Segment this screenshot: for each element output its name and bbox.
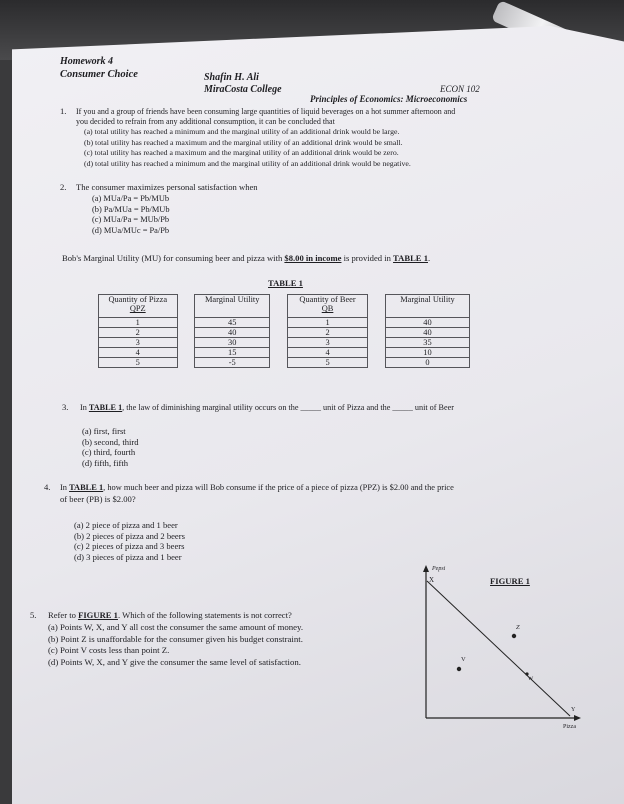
- q2-option-a[interactable]: (a) MUa/Pa = Pb/MUb: [92, 194, 170, 203]
- q1-option-c[interactable]: (c) total utility has reached a maximum and the marginal utility of an additional drink would be zero.: [84, 148, 399, 157]
- budget-line: [427, 581, 570, 716]
- figure1-title: FIGURE 1: [490, 576, 530, 586]
- course-title: Principles of Economics: Microeconomics: [310, 94, 468, 104]
- q2-stem: The consumer maximizes personal satisfaction when: [76, 182, 258, 192]
- q3-number: 3.: [62, 402, 69, 412]
- q3-option-b[interactable]: (b) second, third: [82, 436, 139, 447]
- cell-mu-beer: 10: [385, 348, 469, 358]
- cell-qb: 4: [287, 348, 367, 358]
- header-qpz-symbol: QPZ: [129, 304, 146, 313]
- header-mu-beer: Marginal Utility: [385, 295, 469, 318]
- q4-pre: In: [60, 483, 67, 492]
- header-qty-beer-label: Quantity of Beer: [299, 295, 356, 304]
- q3-option-a[interactable]: (a) first, first: [82, 426, 126, 436]
- q4-option-b[interactable]: (b) 2 pieces of pizza and 2 beers: [74, 530, 185, 541]
- cell-qb: 1: [287, 318, 367, 328]
- intro-text: Bob's Marginal Utility (MU) for consuming beer and pizza with: [62, 253, 283, 263]
- homework-title: Homework 4: [60, 56, 114, 67]
- q2-option-b[interactable]: (b) Pa/MUa = Pb/MUb: [92, 204, 170, 214]
- x-axis-arrow: [574, 715, 581, 721]
- cell-mu-beer: 40: [385, 328, 469, 338]
- label-v: V: [461, 656, 466, 663]
- intro-mid: is provided in: [343, 253, 391, 263]
- q5-pre: Refer to: [48, 610, 76, 620]
- cell-qpz: 3: [99, 338, 178, 348]
- cell-mu-pizza: 40: [195, 328, 270, 338]
- q5-number: 5.: [30, 610, 37, 620]
- q1-option-a[interactable]: (a) total utility has reached a minimum and the marginal utility of an additional drink would be large.: [84, 127, 400, 136]
- intro-income: $8.00 in income: [284, 253, 342, 263]
- q5-fig-ref: FIGURE 1: [78, 610, 118, 620]
- label-z: Z: [516, 624, 520, 631]
- table1-title: TABLE 1: [268, 278, 303, 288]
- q5-option-d[interactable]: (d) Points W, X, and Y give the consumer the same level of satisfaction.: [48, 656, 301, 667]
- q3-table-ref: TABLE 1: [88, 403, 123, 412]
- q4-option-a[interactable]: (a) 2 piece of pizza and 1 beer: [74, 520, 178, 530]
- topic-title: Consumer Choice: [60, 69, 138, 80]
- cell-qpz: 1: [99, 318, 178, 328]
- point-v: [457, 667, 461, 671]
- y-axis-label: Pepsi: [432, 566, 446, 572]
- cell-mu-pizza: 15: [195, 348, 270, 358]
- college-name: MiraCosta College: [204, 84, 282, 95]
- q5-option-c[interactable]: (c) Point V costs less than point Z.: [48, 645, 170, 655]
- q4-stem-line2: of beer (PB) is $2.00?: [60, 494, 136, 504]
- q3-option-c[interactable]: (c) third, fourth: [82, 447, 136, 457]
- label-y: Y: [571, 707, 576, 713]
- q4-stem-text: , how much beer and pizza will Bob consume if the price of a piece of pizza (PPZ) is $2.00 and the price: [103, 483, 454, 492]
- cell-qb: 2: [287, 328, 367, 338]
- q1-option-d[interactable]: (d) total utility has reached a minimum and the marginal utility of an additional drink would be negative.: [84, 158, 411, 168]
- q4-table-ref: TABLE 1: [69, 483, 104, 492]
- cell-qpz: 4: [99, 348, 178, 358]
- q5-option-b[interactable]: (b) Point Z is unaffordable for the consumer given his budget constraint.: [48, 633, 303, 644]
- q5-stem-text: . Which of the following statements is not correct?: [117, 610, 292, 620]
- course-code: ECON 102: [440, 84, 480, 94]
- cell-qpz: 5: [99, 358, 178, 368]
- header-qty-pizza-label: Quantity of Pizza: [108, 295, 168, 304]
- cell-qpz: 2: [99, 328, 178, 338]
- q4-option-d[interactable]: (d) 3 pieces of pizza and 1 beer: [74, 551, 182, 562]
- q4-number: 4.: [44, 482, 51, 492]
- q1-option-b[interactable]: (b) total utility has reached a maximum and the marginal utility of an additional drink would be small.: [84, 137, 403, 147]
- intro-table-ref: TABLE 1: [393, 253, 428, 263]
- q3-option-d[interactable]: (d) fifth, fifth: [82, 457, 129, 468]
- cell-mu-beer: 40: [385, 318, 469, 328]
- header-mu-pizza: Marginal Utility: [195, 295, 270, 318]
- cell-mu-pizza: -5: [195, 358, 270, 368]
- q1-stem-line1: If you and a group of friends have been consuming large quantities of liquid beverages on a hot summer afternoon and: [76, 107, 456, 116]
- label-x: X: [429, 576, 435, 584]
- point-z: [512, 634, 516, 638]
- q2-number: 2.: [60, 182, 67, 192]
- intro-end: .: [428, 253, 431, 263]
- cell-mu-pizza: 45: [195, 318, 270, 328]
- label-w: W: [528, 676, 534, 682]
- q2-option-d[interactable]: (d) MUa/MUc = Pa/Pb: [92, 225, 170, 235]
- author-name: Shafin H. Ali: [204, 72, 259, 83]
- cell-mu-beer: 35: [385, 338, 469, 348]
- q1-number: 1.: [60, 106, 67, 116]
- cell-qb: 5: [287, 358, 367, 368]
- cell-mu-pizza: 30: [195, 338, 270, 348]
- q3-stem-text: , the law of diminishing marginal utility occurs on the _____ unit of Pizza and the _____ unit of Beer: [122, 403, 455, 412]
- q3-pre: In: [80, 403, 87, 412]
- cell-qb: 3: [287, 338, 367, 348]
- q1-stem-line2: you decided to refrain from any additional consumption, it can be concluded that: [76, 117, 335, 126]
- q2-option-c[interactable]: (c) MUa/Pa = MUb/Pb: [92, 215, 170, 224]
- q5-option-a[interactable]: (a) Points W, X, and Y all cost the consumer the same amount of money.: [48, 622, 304, 632]
- header-qb-symbol: QB: [321, 304, 334, 313]
- x-axis-label: Pizza: [563, 724, 576, 730]
- y-axis-arrow: [423, 565, 429, 572]
- cell-mu-beer: 0: [385, 358, 469, 368]
- q4-option-c[interactable]: (c) 2 pieces of pizza and 3 beers: [74, 541, 185, 551]
